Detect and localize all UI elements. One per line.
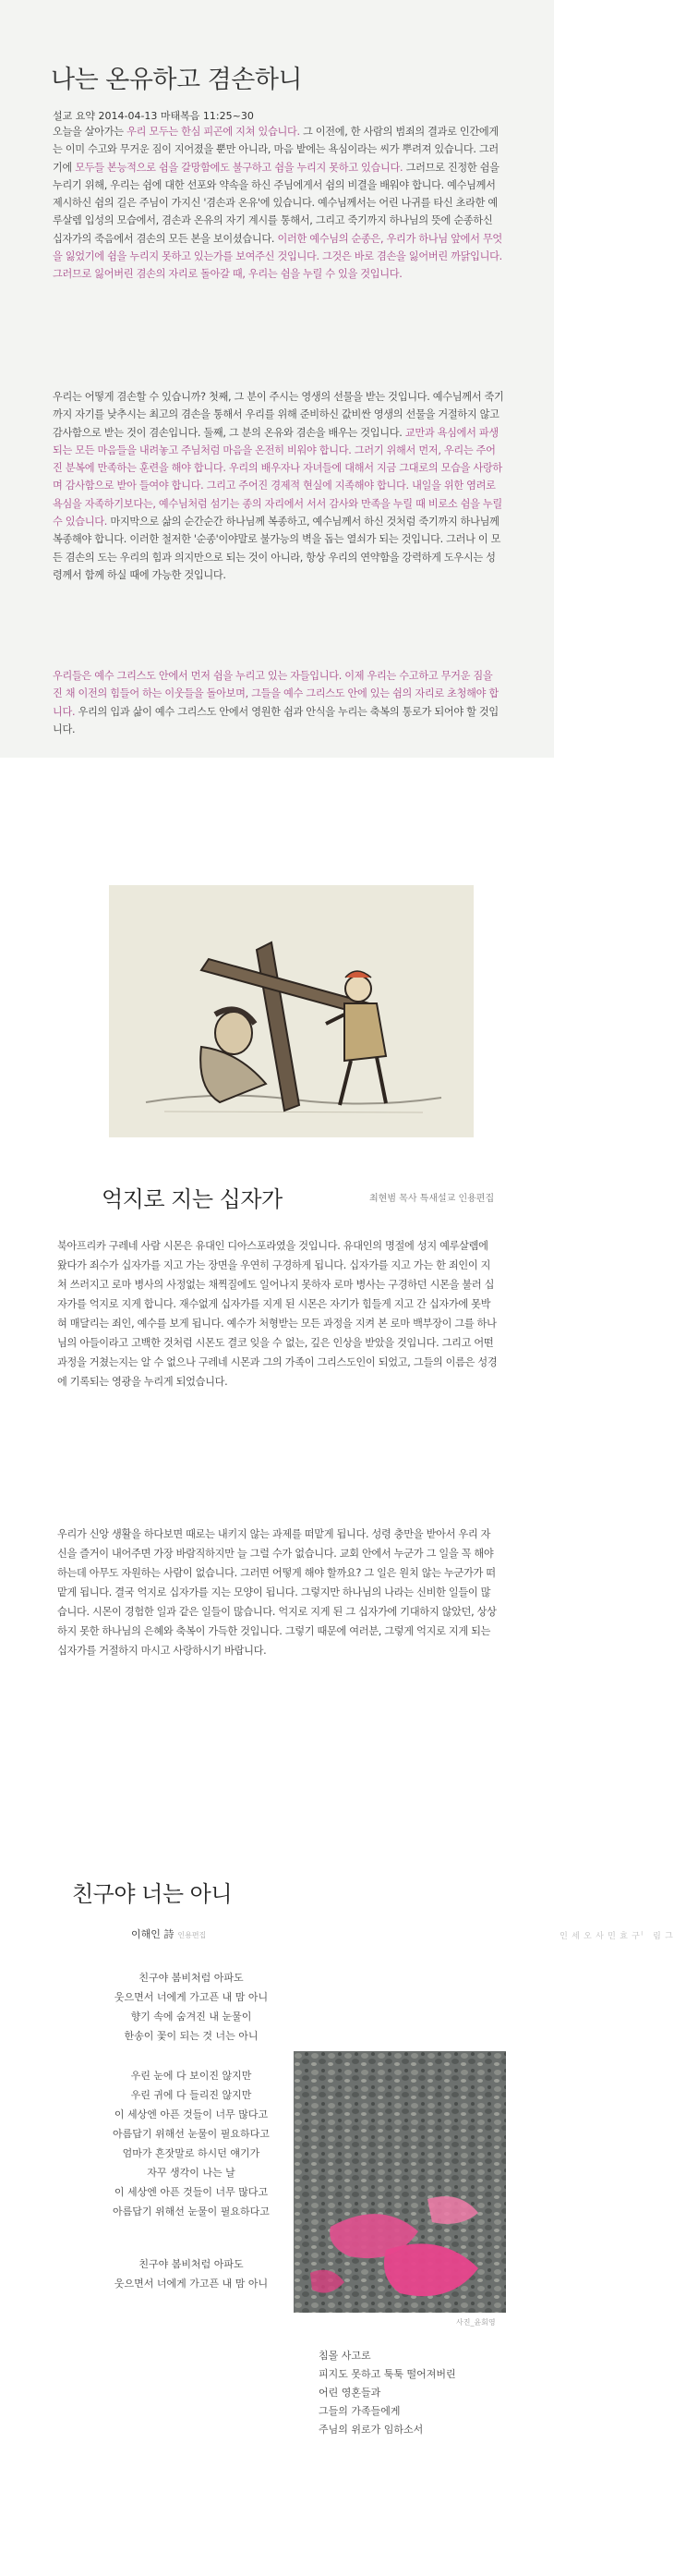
highlighted-text: 모두들 본능적으로 쉼을 갈망함에도 불구하고 쉼을 누리지 못하고 있습니다. — [75, 161, 403, 174]
body-text: 그러므로 진정한 쉼을 누리기 위해, 우리는 쉼에 대한 선포와 약속을 하신 주님에게서 쉼의 비결을 배워야 합니다. — [53, 161, 499, 191]
sermon-summary-section — [0, 0, 554, 758]
poem-line: 친구야 봄비처럼 아파도 — [138, 1972, 244, 1984]
poem-stanza-1 — [53, 1968, 330, 2046]
essay-paragraph-1: 북아프리카 구레네 사람 시몬은 유대인 디아스포라였을 것입니다. 유대인의 명절에 성지 예루살렘에 왔다가 죄수가 십자가를 지고 가는 장면을 우연히 구경하게 됩니다. 십자가를 지고 가는 한 죄인이 지쳐 쓰러지고 로마 병사의 사정없는 채찍질에도 일어나지 못하자 로마 병사는 구경하던 시몬을 불러 십자가를 억지로 지게 합니다. 재수없게 십자가를 지게 된 시몬은 자기가 힘들게 지고 간 십자가에 못박혀 매달리는 죄인, 예수를 보게 됩니다. 예수가 처형받는 모든 과정을 지켜 본 로마 백부장이 그를 하나님의 아들이라고 고백한 것처럼 시몬도 결코 잊을 수 없는, 깊은 인상을 받았을 것입니다. 그리고 어떤 과정을 거쳤는지는 알 수 없으나 구레네 시몬과 그의 가족이 그리스도인이 되었고, 그들의 이름은 성경에 기록되는 영광을 누리게 되었습니다. — [57, 1240, 498, 1388]
poem-author — [131, 1926, 206, 1941]
sermon-paragraph-2 — [53, 388, 505, 584]
highlighted-text: 이러한 예수님의 순종은, 우리가 하나님 앞에서 무엇을 잃었기에 쉼을 누리지 못하고 있는가를 보여주신 것입니다. 그것은 바로 겸손을 잃어버린 까닭입니다. 그러므로 잃어버린 겸손의 자리로 돌아갈 때, 우리는 쉼을 누릴 수 있을 것입니다. — [53, 232, 502, 281]
fallen-petals-photo-icon — [294, 2051, 506, 2313]
highlighted-text: 교만과 욕심에서 파생되는 모든 마음들을 내려놓고 주님처럼 마음을 온전히 비워야 합니다. 그러기 위해서 먼저, 우리는 주어진 분복에 만족하는 훈련을 해야 합니다. 우리의 배우자나 자녀들에 대해서 지금 그대로의 모습을 사랑하며 감사함으로 받아 들여야 합니다. 그리고 주어진 경제적 현실에 지족해야 합니다. 내일을 위한 염려로 욕심을 자족하기보다는, 예수님처럼 섬기는 종의 자리에서 서서 감사와 만족을 누릴 때 비로소 쉼을 누릴 수 있습니다. — [53, 426, 502, 529]
highlighted-text: 우리 모두는 한심 피곤에 지쳐 있습니다. — [126, 126, 300, 138]
poem-line: 피지도 못하고 툭툭 떨어져버린 — [319, 2368, 456, 2380]
body-text: 그 이전에, 한 사람의 범죄의 결과로 인간에게는 이미 수고와 무거운 짐이 지어졌을 뿐만 아니라, 마음 밭에는 욕심이라는 씨가 뿌려져 있습니다. 그러기에 — [53, 126, 499, 174]
photo-credit: 사진_윤회영 — [456, 2318, 496, 2327]
poem-line: 한송이 꽃이 되는 것 너는 아니 — [124, 2030, 259, 2042]
poem-tail-dedication — [319, 2347, 456, 2439]
poem-line: 엄마가 흔잣말로 하시던 얘기가 — [122, 2147, 260, 2159]
essay-title: 억지로 지는 십자가 — [102, 1186, 283, 1212]
essay-paragraph-2: 우리가 신앙 생활을 하다보면 때로는 내키지 않는 과제를 떠맡게 됩니다. 성령 충만을 받아서 우리 자신을 즐거이 내어주면 가장 바람직하지만 늘 그럴 수가 없습니다. 교회 안에서 누군가 그 일을 꼭 해야 하는데 아무도 자원하는 사람이 없습니다. 그러면 어떻게 해야 할까요? 그 일은 원치 않는 누군가가 떠맡게 됩니다. 결국 억지로 십자가를 지는 모양이 됩니다. 그렇지만 하나님의 나라는 신비한 일들이 많습니다. 시몬이 경험한 일과 같은 일들이 많습니다. 억지로 지게 된 그 십자가에 기대하지 않았던, 상상하지 못한 하나님의 은혜와 축복이 가득한 것입니다. 그렇기 때문에 여러분, 그렇게 억지로 지게 되는 십자가를 거절하지 마시고 사랑하시기 바랍니다. — [57, 1528, 497, 1657]
poem-line: 이 세상엔 아픈 것들이 너무 많다고 — [114, 2108, 269, 2120]
body-text: 우리는 어떻게 겸손할 수 있습니까? 첫째, 그 분이 주시는 영생의 선물을 받는 것입니다. 예수님께서 죽기까지 자기를 낮추시는 최고의 겸손을 통해서 우리를 위해 준비하신 값비싼 영생의 선물을 거절하지 않고 감사함으로 받는 것이 겸손입니다. 둘째, 그 분의 온유와 겸손을 배우는 것입니다. — [53, 391, 504, 439]
poem-line: 이 세상엔 아픈 것들이 너무 많다고 — [114, 2186, 269, 2198]
body-text: 오늘을 살아가는 — [53, 126, 127, 138]
poem-stanza-3 — [53, 2254, 330, 2293]
sermon-paragraph-3 — [53, 667, 505, 738]
poem-line: 웃으면서 너에게 가고픈 내 맘 아니 — [114, 2278, 269, 2290]
poem-line: 친구야 봄비처럼 아파도 — [138, 2258, 244, 2270]
poem-line: 우린 눈에 다 보이진 않지만 — [130, 2070, 252, 2082]
highlighted-text: 우리들은 예수 그리스도 안에서 먼저 쉼을 누리고 있는 자들입니다. 이제 우리는 수고하고 무거운 짐을 진 채 이전의 힘들어 하는 이웃들을 돌아보며, 그들을 예수 그리스도 안에 있는 쉼의 자리로 초청해야 합니다. — [53, 670, 499, 718]
poem-author-role: 인용편집 — [177, 1931, 207, 1939]
sermon-meta: 설교 요약 2014-04-13 마태복음 11:25~30 — [53, 110, 254, 122]
poem-author-name: 이해인 詩 — [131, 1928, 175, 1940]
flower-photo — [294, 2051, 506, 2313]
poem-line: 아름답기 위해선 눈물이 필요하다고 — [113, 2205, 270, 2218]
body-text: 마지막으로 삶의 순간순간 하나님께 복종하고, 예수님께서 하신 것처럼 죽기까지 하나님께 복종해야 합니다. 이러한 철저한 '순종'이야말로 불가능의 벽을 돕는 열쇠가 되는 것입니다. 그러나 이 모든 겸손의 도는 우리의 힘과 의지만으로 되는 것이 아니라, 항상 우리의 연약함을 강력하게 도우시는 성령께서 함께 하실 때에 가능한 것입니다. — [53, 516, 501, 581]
poem-line: 향기 속에 숨겨진 내 눈물이 — [130, 2011, 252, 2023]
sermon-title: 나는 온유하고 겸손하니 — [51, 66, 302, 94]
poem-line: 주님의 위로가 임하소서 — [319, 2424, 424, 2436]
body-text: 예수님께서 제시하신 쉼의 길은 주님이 가지신 '겸손과 온유'에 있습니다. 예수님께서는 어린 나귀를 타신 초라한 예루살렘 입성의 모습에서, 겸손과 온유의 자기 계시를 통해서, 그리고 죽기까지 하나님의 뜻에 순종하신 십자가의 죽음에서 겸손의 모든 본을 보이셨습니다. — [53, 178, 498, 245]
poem-line: 아름답기 위해선 눈물이 필요하다고 — [113, 2128, 270, 2140]
essay-source: 최현범 목사 특새설교 인용편집 — [369, 1194, 495, 1204]
poem-line: 어린 영혼들과 — [319, 2387, 381, 2399]
poem-title: 친구야 너는 아니 — [72, 1881, 233, 1907]
sermon-paragraph-1 — [53, 123, 505, 284]
poem-line: 우린 귀에 다 들리진 않지만 — [130, 2089, 252, 2101]
illustration-credit: 그림_구효민사 오세인 — [558, 1931, 672, 1939]
poem-stanza-2 — [53, 2066, 330, 2221]
body-text: 우리의 입과 삶이 예수 그리스도 안에서 영원한 쉼과 안식을 누리는 축복의 통로가 되어야 할 것입니다. — [53, 705, 499, 735]
poem-line: 침몰 사고로 — [319, 2350, 371, 2362]
cross-drawing-icon — [109, 885, 474, 1137]
poem-line: 웃으면서 너에게 가고픈 내 맘 아니 — [114, 1991, 269, 2003]
poem-line: 그들의 가족들에게 — [319, 2405, 401, 2417]
poem-line: 자꾸 생각이 나는 날 — [147, 2167, 235, 2179]
